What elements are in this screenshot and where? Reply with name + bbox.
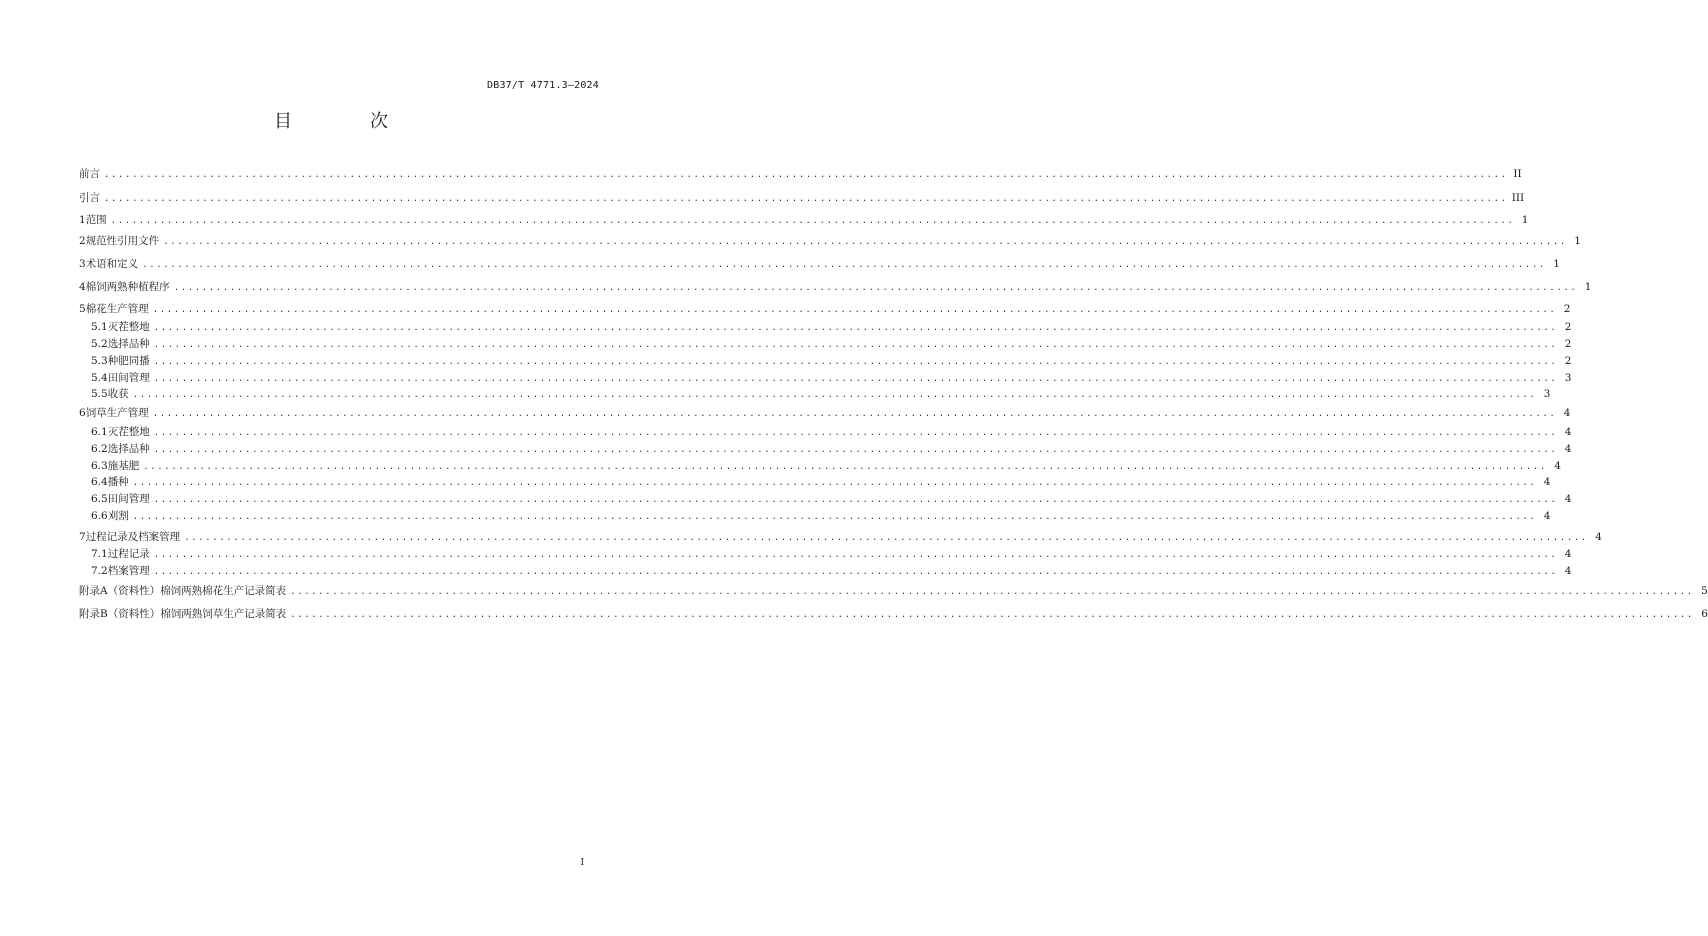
toc-entry-number: 5: [79, 303, 86, 315]
toc-entry[interactable]: [79, 406, 1571, 420]
toc-leader-dots: ........................................................................................................................................................................................................: [153, 340, 1558, 350]
toc-leader-dots: ........................................................................................................................................................................................................: [290, 610, 1694, 620]
toc-entry-page: 4: [1564, 565, 1572, 577]
toc-entry[interactable]: [91, 459, 1561, 473]
toc-leader-dots: ........................................................................................................................................................................................................: [163, 237, 1567, 247]
toc-entry[interactable]: [91, 320, 1572, 334]
toc-entry[interactable]: [79, 234, 1581, 248]
toc-entry-label: 刈割: [107, 510, 129, 522]
toc-entry-page: 2: [1563, 303, 1571, 315]
toc-entry-page: 6: [1701, 608, 1708, 620]
toc-entry-number: 2: [79, 235, 86, 247]
toc-entry-number: 3: [79, 258, 86, 270]
toc-leader-dots: ........................................................................................................................................................................................................: [153, 374, 1558, 384]
toc-entry-page: 4: [1564, 548, 1572, 560]
toc-entry-number: 5.3: [91, 355, 108, 367]
toc-entry[interactable]: [91, 547, 1572, 561]
toc-entry-page: 1: [1584, 281, 1592, 293]
toc-entry[interactable]: [91, 387, 1551, 401]
toc-entry-label: 田间管理: [107, 493, 150, 505]
toc-entry[interactable]: [91, 492, 1572, 506]
toc-entry[interactable]: [79, 280, 1592, 294]
toc-entry-label: 引言: [79, 192, 100, 204]
toc-entry-label: 播种: [107, 476, 129, 488]
toc-entry-label: 选择品种: [107, 443, 150, 455]
toc-entry[interactable]: [91, 442, 1572, 456]
toc-entry-page: 4: [1564, 426, 1572, 438]
toc-entry-label: 选择品种: [107, 338, 150, 350]
toc-entry-label: 施基肥: [107, 460, 140, 472]
toc-entry-number: 6.2: [91, 443, 108, 455]
toc-entry-page: 1: [1553, 258, 1560, 270]
toc-leader-dots: ........................................................................................................................................................................................................: [143, 462, 1547, 472]
page-number: I: [580, 858, 584, 868]
toc-entry-page: 1: [1521, 214, 1529, 226]
toc-entry-number: 7.2: [91, 565, 108, 577]
toc-entry-number: 7.1: [91, 548, 108, 560]
toc-entry-label: 过程记录: [107, 548, 150, 560]
toc-entry[interactable]: [91, 509, 1551, 523]
toc-leader-dots: ........................................................................................................................................................................................................: [184, 533, 1588, 543]
toc-entry-label: 种肥同播: [107, 355, 150, 367]
toc-leader-dots: ........................................................................................................................................................................................................: [153, 323, 1558, 333]
toc-entry-number: 5.1: [91, 321, 108, 333]
toc-entry-page: 4: [1564, 493, 1572, 505]
toc-leader-dots: ........................................................................................................................................................................................................: [290, 587, 1694, 597]
toc-entry[interactable]: [79, 213, 1529, 227]
toc-entry[interactable]: [79, 302, 1571, 316]
toc-leader-dots: ........................................................................................................................................................................................................: [104, 194, 1508, 204]
toc-entry[interactable]: [79, 191, 1525, 205]
toc-entry[interactable]: [91, 475, 1551, 489]
toc-entry-label: 棉花生产管理: [85, 303, 149, 315]
toc-leader-dots: ........................................................................................................................................................................................................: [132, 478, 1537, 488]
toc-entry-page: 4: [1543, 476, 1551, 488]
toc-entry-number: 1: [79, 214, 86, 226]
toc-entry-page: 2: [1564, 338, 1572, 350]
toc-entry[interactable]: [79, 607, 1708, 621]
toc-entry-page: 4: [1563, 407, 1571, 419]
doc-code: DB37/T 4771.3—2024: [487, 80, 599, 91]
toc-entry[interactable]: [79, 257, 1560, 271]
toc-entry-number: 6.6: [91, 510, 108, 522]
toc-entry-page: 4: [1564, 443, 1572, 455]
toc-entry[interactable]: [91, 337, 1572, 351]
toc-entry[interactable]: [91, 564, 1572, 578]
toc-entry-label: 过程记录及档案管理: [85, 531, 181, 543]
toc-entry-label: 前言: [79, 168, 100, 180]
toc-entry[interactable]: [91, 371, 1572, 385]
toc-leader-dots: ........................................................................................................................................................................................................: [173, 283, 1578, 293]
toc-entry-label: 棉饲两熟种植程序: [85, 281, 170, 293]
toc-entry-number: 5.2: [91, 338, 108, 350]
toc-entry-label: 档案管理: [107, 565, 150, 577]
toc-entry-number: 6.4: [91, 476, 108, 488]
toc-entry-number: 5.5: [91, 388, 108, 400]
toc-entry-label: 棉饲两熟棉花生产记录简表: [160, 585, 287, 597]
toc-entry-number: 6.1: [91, 426, 108, 438]
toc-leader-dots: ........................................................................................................................................................................................................: [153, 428, 1558, 438]
toc-entry-number: 附录B（资料性）: [79, 608, 161, 620]
toc-entry-label: 收获: [107, 388, 129, 400]
toc-entry-number: 6: [79, 407, 86, 419]
toc-entry-page: 4: [1543, 510, 1551, 522]
toc-entry-label: 棉饲两熟饲草生产记录简表: [160, 608, 287, 620]
toc-entry-page: 3: [1543, 388, 1551, 400]
toc-entry-label: 灭茬整地: [107, 426, 150, 438]
toc-entry-label: 灭茬整地: [107, 321, 150, 333]
toc-entry-page: 2: [1564, 355, 1572, 367]
toc-entry-page: 5: [1701, 585, 1708, 597]
toc-leader-dots: ........................................................................................................................................................................................................: [152, 305, 1557, 315]
toc-entry-page: III: [1511, 192, 1525, 204]
toc-entry-label: 田间管理: [107, 372, 150, 384]
toc-leader-dots: ........................................................................................................................................................................................................: [142, 260, 1546, 270]
toc-entry-label: 规范性引用文件: [85, 235, 160, 247]
toc-entry-label: 范围: [85, 214, 107, 226]
toc-entry-page: 2: [1564, 321, 1572, 333]
toc-entry-page: II: [1513, 168, 1522, 180]
toc-leader-dots: ........................................................................................................................................................................................................: [132, 512, 1537, 522]
toc-leader-dots: ........................................................................................................................................................................................................: [153, 357, 1558, 367]
toc-entry-label: 饲草生产管理: [85, 407, 149, 419]
toc-entry-number: 附录A（资料性）: [79, 585, 161, 597]
toc-entry-number: 7: [79, 531, 86, 543]
toc-leader-dots: ........................................................................................................................................................................................................: [152, 409, 1557, 419]
toc-entry[interactable]: [79, 584, 1708, 598]
toc-leader-dots: ........................................................................................................................................................................................................: [153, 567, 1558, 577]
toc-entry[interactable]: [91, 425, 1572, 439]
page-title: 目 次: [274, 111, 418, 132]
toc-leader-dots: ........................................................................................................................................................................................................: [110, 216, 1515, 226]
toc-entry[interactable]: [79, 167, 1522, 181]
toc-leader-dots: ........................................................................................................................................................................................................: [153, 550, 1558, 560]
toc-entry-page: 4: [1554, 460, 1561, 472]
toc-leader-dots: ........................................................................................................................................................................................................: [104, 170, 1508, 180]
toc-entry[interactable]: [91, 354, 1572, 368]
toc-leader-dots: ........................................................................................................................................................................................................: [153, 445, 1558, 455]
toc-entry-label: 术语和定义: [85, 258, 139, 270]
toc-leader-dots: ........................................................................................................................................................................................................: [153, 495, 1558, 505]
toc-entry-number: 6.3: [91, 460, 108, 472]
toc-entry-number: 6.5: [91, 493, 108, 505]
toc-entry-number: 4: [79, 281, 86, 293]
toc-entry-number: 5.4: [91, 372, 108, 384]
toc-entry[interactable]: [79, 530, 1602, 544]
toc-entry-page: 4: [1595, 531, 1602, 543]
toc-entry-page: 1: [1574, 235, 1581, 247]
toc-leader-dots: ........................................................................................................................................................................................................: [132, 390, 1537, 400]
toc-entry-page: 3: [1564, 372, 1572, 384]
